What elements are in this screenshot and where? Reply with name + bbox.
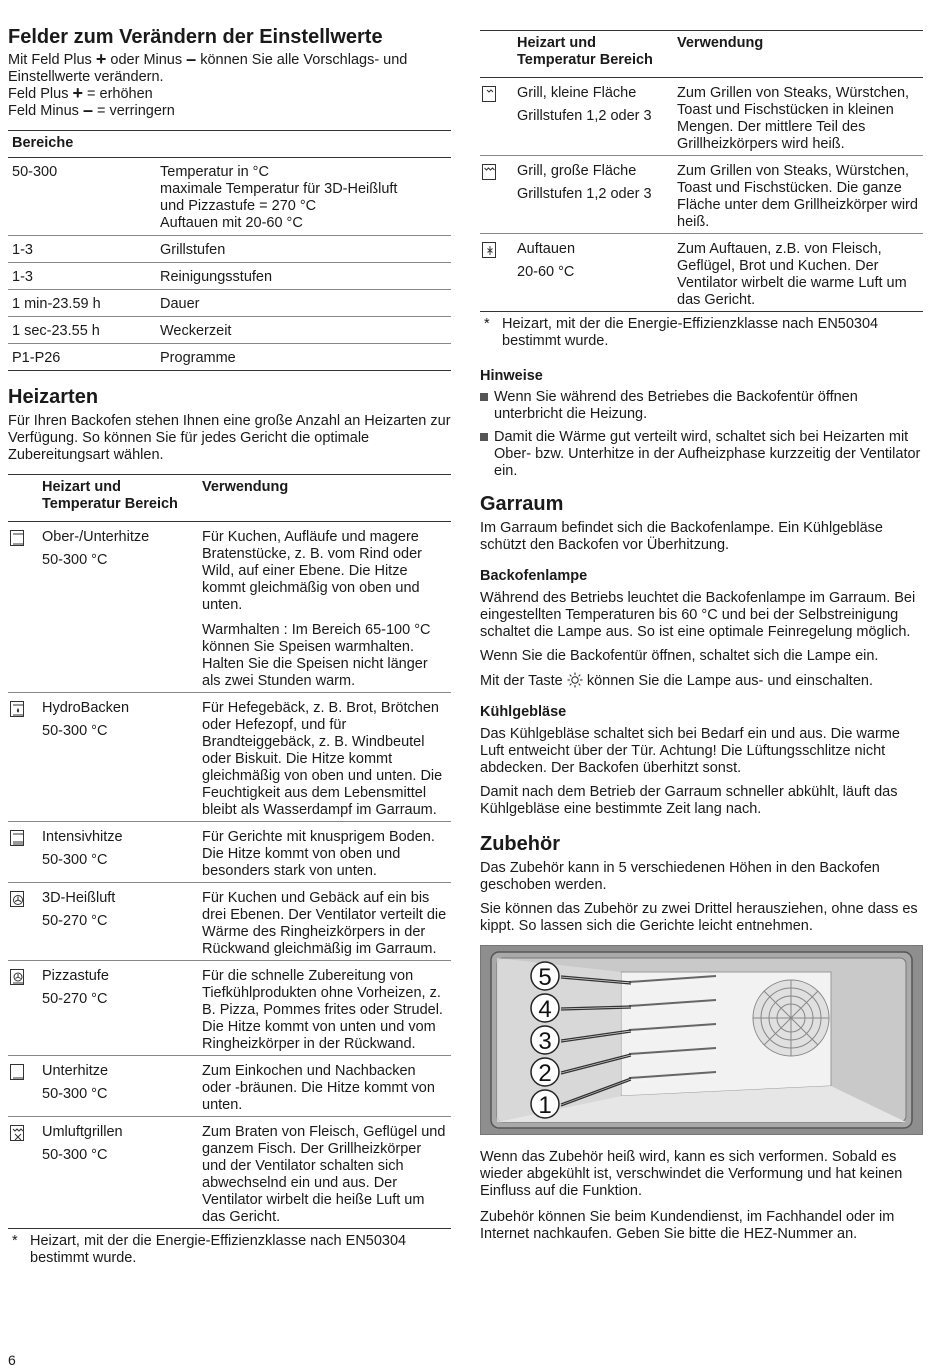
- table-row: [8, 522, 451, 693]
- mode-range: 50-300 °C: [42, 852, 108, 868]
- oven-cavity-drawing: [481, 946, 922, 1134]
- mode-name: Auftauen: [517, 241, 576, 257]
- list-item: [480, 429, 923, 480]
- right-column: [480, 0, 923, 1243]
- mode-name-cell: [513, 78, 673, 156]
- minus-line: [8, 100, 451, 120]
- mode-name-cell: [38, 1056, 198, 1117]
- mode-range: 50-270 °C: [42, 991, 108, 1007]
- mode-name: 3D-Heißluft: [42, 890, 116, 906]
- ranges-header: Bereiche: [8, 131, 451, 158]
- level-label-2: 2: [538, 1060, 552, 1087]
- table-row: [8, 290, 451, 317]
- grill-modes-table: [480, 30, 923, 312]
- kuehlgeblaese-title: Kühlgebläse: [480, 704, 567, 720]
- mode-name-cell: [38, 522, 198, 693]
- minus-icon: –: [82, 100, 93, 120]
- minus-line-meaning: = verringern: [97, 103, 175, 119]
- mode-name: Intensivhitze: [42, 829, 123, 845]
- lampe-p3-pre: Mit der Taste: [480, 673, 563, 689]
- table-row: [8, 344, 451, 371]
- mode-icon-cell: [8, 883, 38, 961]
- bullet-icon: [480, 389, 494, 423]
- lampe-p3-post: können Sie die Lampe aus- und einschalten.: [586, 673, 873, 689]
- footnote-text: Heizart, mit der die Energie-Effizienzklasse nach EN50304 bestimmt wurde.: [502, 316, 879, 349]
- mode-range: 50-300 °C: [42, 1086, 108, 1102]
- footnote: [8, 1233, 451, 1267]
- mode-use: Für Kuchen, Aufläufe und magere Bratenstücke, z. B. vom Rind oder Wild, auf einer Ebene. Die Hitze kommt gleichmäßig von oben und unten.: [202, 529, 423, 613]
- level-label-3: 3: [538, 1028, 552, 1055]
- ranges-table: [8, 130, 451, 371]
- plus-line-label: Feld Plus: [8, 86, 69, 102]
- list-item: [480, 389, 923, 423]
- mode-use-cell: [198, 1056, 451, 1117]
- fan-grille-icon: [753, 980, 829, 1056]
- lampe-paragraph-3: [480, 672, 923, 690]
- plus-icon: +: [72, 83, 83, 103]
- mode-use: Zum Braten von Fleisch, Geflügel und ganzem Fisch. Der Grillheizkörper und der Ventilator schalten sich abwechselnd ein und aus. Der Ventilator wirbelt die heiße Luft um das Gericht.: [202, 1124, 446, 1225]
- 3d-hot-air-icon: [10, 891, 24, 907]
- list-item-text: Wenn Sie während des Betriebes die Backofentür öffnen unterbricht die Heizung.: [494, 389, 858, 422]
- range-value: 1-3: [8, 236, 156, 263]
- mode-name-cell: [38, 822, 198, 883]
- table-row: [8, 158, 451, 236]
- minus-icon: –: [186, 49, 197, 69]
- intro-pre: Mit Feld Plus: [8, 52, 92, 68]
- table-row: [480, 156, 923, 234]
- mode-name-cell: [38, 1117, 198, 1229]
- mode-icon-cell: [480, 78, 513, 156]
- mode-range: 50-300 °C: [42, 1147, 108, 1163]
- mode-name: Grill, große Fläche: [517, 163, 637, 179]
- table-row: [8, 883, 451, 961]
- mode-use-cell: [198, 693, 451, 822]
- table-row: [480, 234, 923, 312]
- mode-range: 20-60 °C: [517, 264, 575, 280]
- mode-use: Zum Auftauen, z.B. von Fleisch, Geflügel, Brot und Kuchen. Der Ventilator wirbelt die warme Luft um das Gericht.: [677, 241, 907, 308]
- plus-line-meaning: = erhöhen: [87, 86, 153, 102]
- kuehl-paragraph-2: Damit nach dem Betrieb der Garraum schneller abkühlt, läuft das Kühlgebläse eine bestimmte Zeit lang nach.: [480, 784, 898, 817]
- table-row: [8, 693, 451, 822]
- mode-use-keep-warm: Warmhalten : Im Bereich 65-100 °C können Sie Speisen warmhalten. Halten Sie die Speisen nicht länger als zwei Stunden warm.: [202, 622, 431, 689]
- mode-name: Pizzastufe: [42, 968, 109, 984]
- level-label-4: 4: [538, 996, 552, 1023]
- plus-icon: +: [95, 49, 107, 69]
- mode-name-cell: [513, 234, 673, 312]
- mode-use-cell: [198, 522, 451, 693]
- mode-name-cell: [513, 156, 673, 234]
- level-label-5: 5: [538, 964, 552, 991]
- grill-small-area-icon: [482, 86, 496, 102]
- lamp-icon: [567, 672, 583, 688]
- hinweise-list: [480, 389, 923, 480]
- range-desc: Temperatur in °C maximale Temperatur für 3D-Heißluft und Pizzastufe = 270 °C Auftauen mit 20-60 °C: [156, 158, 451, 236]
- defrost-icon: [482, 242, 496, 258]
- mode-icon-cell: [8, 1056, 38, 1117]
- grill-large-area-icon: [482, 164, 496, 180]
- mode-range: Grillstufen 1,2 oder 3: [517, 108, 652, 124]
- backofenlampe-title: Backofenlampe: [480, 568, 588, 584]
- page-number: 6: [8, 1352, 16, 1368]
- range-value: P1-P26: [12, 350, 61, 366]
- mode-column-header: Heizart und Temperatur Bereich: [513, 31, 673, 78]
- lampe-paragraph-1: Während des Betriebs leuchtet die Backofenlampe im Garraum. Bei eingestellten Temperaturen bis 60 °C und bei der Selbstreinigung schaltet die Lampe aus. So ist eine optimale Feinregelung möglich.: [480, 590, 916, 640]
- use-column-header: Verwendung: [673, 31, 923, 78]
- table-row: [8, 1117, 451, 1229]
- footnote-text: Heizart, mit der die Energie-Effizienzklasse nach EN50304 bestimmt wurde.: [30, 1233, 407, 1266]
- bottom-heat-icon: [10, 1064, 24, 1080]
- lampe-paragraph-2: Wenn Sie die Backofentür öffnen, schaltet sich die Lampe ein.: [480, 648, 879, 664]
- table-row: [8, 961, 451, 1056]
- icon-column-header: [480, 31, 513, 78]
- hydro-baking-icon: [10, 701, 24, 717]
- footnote-star: *: [12, 1233, 18, 1249]
- mode-icon-cell: [8, 693, 38, 822]
- intro-paragraph: [8, 49, 451, 86]
- mode-use-cell: [198, 822, 451, 883]
- mode-icon-cell: [480, 234, 513, 312]
- pizza-setting-icon: [10, 969, 24, 985]
- mode-name: Ober-/Unterhitze: [42, 529, 150, 545]
- hinweise-title: Hinweise: [480, 368, 543, 384]
- zubehoer-paragraph-1: Das Zubehör kann in 5 verschiedenen Höhen in den Backofen geschoben werden.: [480, 860, 880, 893]
- footnote-star: *: [484, 316, 490, 332]
- mode-use-cell: [198, 1117, 451, 1229]
- mode-name: Unterhitze: [42, 1063, 109, 1079]
- section-title-garraum: Garraum: [480, 493, 564, 515]
- zubehoer-paragraph-3: Wenn das Zubehör heiß wird, kann es sich verformen. Sobald es wieder abgekühlt ist, verschwindet die Verformung und hat keinen Einfluss auf die Funktion.: [480, 1149, 903, 1199]
- top-bottom-heat-icon: [10, 530, 24, 546]
- plus-line: [8, 83, 451, 103]
- left-column: [8, 0, 451, 1267]
- table-row: [8, 236, 451, 263]
- oven-levels-illustration: [480, 945, 923, 1135]
- mode-use: Zum Grillen von Steaks, Würstchen, Toast und Fischstücken in kleinen Mengen. Der mittlere Teil des Grillheizkörpers wird heiß.: [677, 85, 910, 152]
- section-title-felder: Felder zum Verändern der Einstellwerte: [8, 26, 383, 48]
- mode-name: Grill, kleine Fläche: [517, 85, 637, 101]
- range-desc: Weckerzeit: [156, 317, 451, 344]
- table-row: [8, 317, 451, 344]
- mode-use: Zum Grillen von Steaks, Würstchen, Toast und Fischstücken. Die ganze Fläche unter dem Grillheizkörper wird heiß.: [677, 163, 918, 230]
- mode-use: Für Gerichte mit knusprigem Boden. Die Hitze kommt von oben und besonders stark von unten.: [202, 829, 435, 879]
- mode-use-cell: [673, 156, 923, 234]
- list-item-text: Damit die Wärme gut verteilt wird, schaltet sich bei Heizarten mit Ober- bzw. Unterhitze in der Aufheizphase kurzzeitig der Ventilator ein.: [494, 429, 921, 479]
- range-desc: Reinigungsstufen: [156, 263, 451, 290]
- range-desc: Grillstufen: [156, 236, 451, 263]
- mode-icon-cell: [8, 822, 38, 883]
- kuehl-paragraph-1: Das Kühlgebläse schaltet sich bei Bedarf ein und aus. Die warme Luft entweicht über der Tür. Achtung! Die Lüftungsschlitze nicht abdecken. Der Backofen überhitzt sonst.: [480, 726, 900, 776]
- heizarten-intro: Für Ihren Backofen stehen Ihnen eine große Anzahl an Heizarten zur Verfügung. So können Sie für jedes Gericht die optimale Zubereitungsart wählen.: [8, 413, 451, 463]
- mode-use-cell: [673, 234, 923, 312]
- mode-icon-cell: [8, 1117, 38, 1229]
- mode-icon-cell: [8, 522, 38, 693]
- range-value: 1-3: [8, 263, 156, 290]
- table-row: [8, 1056, 451, 1117]
- mode-column-header: Heizart und Temperatur Bereich: [38, 475, 198, 522]
- range-value: 1 sec-23.55 h: [8, 317, 156, 344]
- section-title-zubehoer: Zubehör: [480, 833, 560, 855]
- mode-use: Zum Einkochen und Nachbacken oder -bräunen. Die Hitze kommt von unten.: [202, 1063, 435, 1113]
- mode-name: HydroBacken: [42, 700, 130, 716]
- mode-use: Für Hefegebäck, z. B. Brot, Brötchen oder Hefezopf, und für Brandteiggebäck, z. B. Windbeutel oder Biskuit. Die Hitze kommt gleichmäßig von oben und unten. Die Feuchtigkeit aus dem Lebensmittel bleibt als Wasserdampf im Garraum.: [202, 700, 443, 818]
- minus-line-label: Feld Minus: [8, 103, 79, 119]
- range-value: 1 min-23.59 h: [8, 290, 156, 317]
- table-row: [8, 822, 451, 883]
- zubehoer-paragraph-2: Sie können das Zubehör zu zwei Drittel herausziehen, ohne dass es kippt. So lassen sich die Gerichte leicht entnehmen.: [480, 901, 918, 934]
- mode-use-cell: [198, 961, 451, 1056]
- mode-name-cell: [38, 961, 198, 1056]
- level-label-1: 1: [538, 1092, 552, 1119]
- heating-modes-table: [8, 474, 451, 1229]
- mode-use: Für die schnelle Zubereitung von Tiefkühlprodukten ohne Vorheizen, z. B. Pizza, Pommes frites oder Strudel. Die Hitze kommt von unten und vom Ringheizkörper in der Rückwand.: [202, 968, 443, 1052]
- hot-air-grilling-icon: [10, 1125, 24, 1141]
- section-title-heizarten: Heizarten: [8, 386, 99, 408]
- mode-use: Für Kuchen und Gebäck auf ein bis drei Ebenen. Der Ventilator verteilt die Wärme des Ringheizkörpers in der Rückwand gleichmäßig im Garraum.: [202, 890, 447, 957]
- mode-name: Umluftgrillen: [42, 1124, 123, 1140]
- mode-range: Grillstufen 1,2 oder 3: [517, 186, 652, 202]
- mode-icon-cell: [8, 961, 38, 1056]
- use-column-header: Verwendung: [198, 475, 451, 522]
- mode-range: 50-270 °C: [42, 913, 108, 929]
- footnote: [480, 316, 923, 350]
- garraum-intro: Im Garraum befindet sich die Backofenlampe. Ein Kühlgebläse schützt den Backofen vor Überhitzung.: [480, 520, 883, 553]
- table-row: [480, 78, 923, 156]
- intro-post: können Sie alle Vorschlags- und Einstellwerte verändern.: [8, 52, 408, 85]
- intro-mid: oder Minus: [110, 52, 183, 68]
- mode-icon-cell: [480, 156, 513, 234]
- range-desc: Dauer: [156, 290, 451, 317]
- zubehoer-paragraph-4: Zubehör können Sie beim Kundendienst, im Fachhandel oder im Internet nachkaufen. Geben Sie bitte die HEZ-Nummer an.: [480, 1209, 895, 1242]
- mode-name-cell: [38, 693, 198, 822]
- mode-range: 50-300 °C: [42, 723, 108, 739]
- mode-name-cell: [38, 883, 198, 961]
- intensive-heat-icon: [10, 830, 24, 846]
- icon-column-header: [8, 475, 38, 522]
- range-desc: Programme: [160, 350, 236, 366]
- mode-use-cell: [673, 78, 923, 156]
- range-value: 50-300: [8, 158, 156, 236]
- mode-range: 50-300 °C: [42, 552, 108, 568]
- bullet-icon: [480, 429, 494, 480]
- mode-use-cell: [198, 883, 451, 961]
- table-row: [8, 263, 451, 290]
